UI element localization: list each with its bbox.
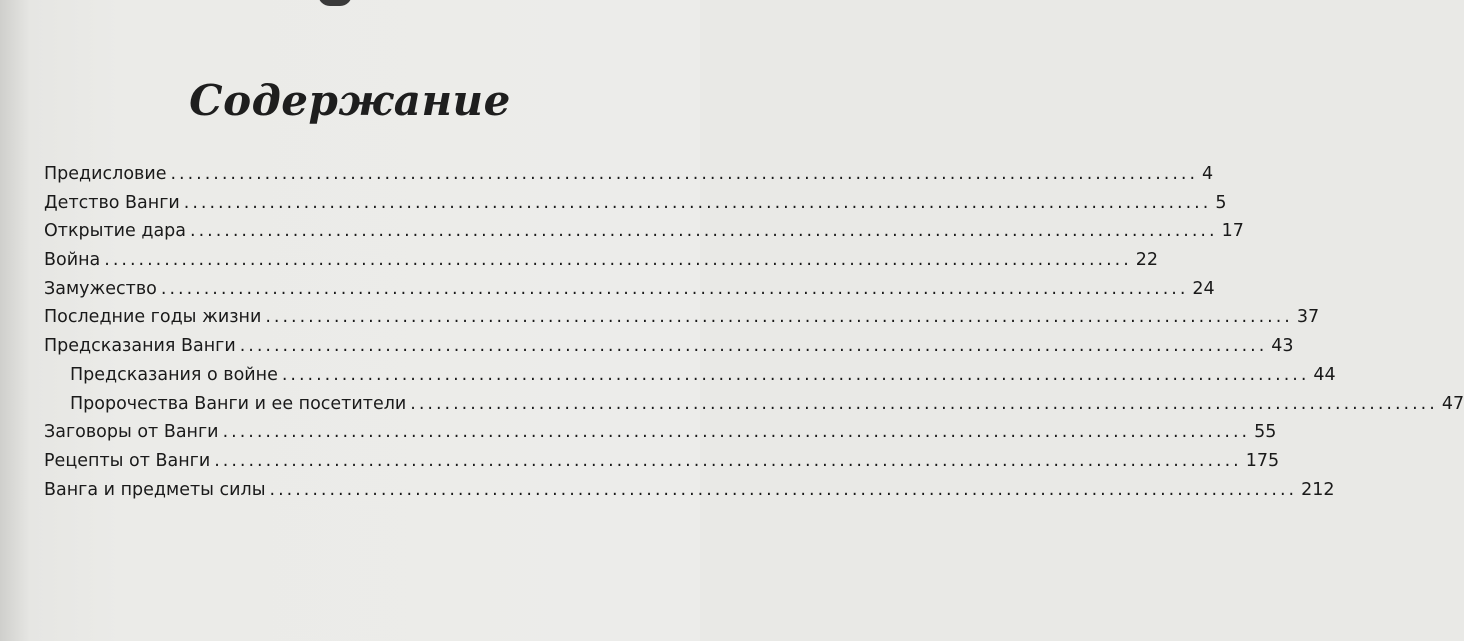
toc-entry-page-number: 37 [1296,307,1320,328]
toc-entry-page-number: 22 [1135,250,1159,271]
toc-entry [44,422,1277,451]
toc-entry-page-number: 44 [1313,364,1336,385]
toc-entry [44,221,1244,250]
toc-leader-dots: ........................................................................................................................ [265,307,1293,328]
toc-leader-dots: ........................................................................................................................ [269,479,1298,500]
toc-entry-title: Пророчества Ванги и ее посетители [70,393,407,414]
toc-leader-dots: ........................................................................................................................ [160,278,1189,299]
toc-entry-page-number: 175 [1245,450,1280,471]
page-title: Содержание [189,76,511,126]
page-top-mark [318,0,352,6]
toc-leader-dots: ........................................................................................................................ [222,422,1251,443]
toc-entry [44,479,1335,509]
toc-leader-dots: ........................................................................................................................ [190,221,1218,242]
toc-entry-title: Замужество [44,278,157,299]
toc-entry-page-number: 24 [1192,278,1215,299]
toc-entry [44,364,1336,394]
toc-entry-page-number: 4 [1202,164,1214,184]
toc-entry [44,192,1227,222]
toc-entry-title: Ванга и предметы силы [44,479,266,500]
toc-leader-dots: ........................................................................................................................ [170,164,1199,184]
toc-entry-page-number: 212 [1301,479,1335,500]
toc-entry [44,393,1464,423]
toc-entry-title: Предисловие [44,164,167,184]
toc-entry-title: Предсказания Ванги [44,336,236,357]
toc-entry-title: Детство Ванги [44,192,180,213]
toc-entry-page-number: 55 [1254,422,1277,443]
table-of-contents [44,164,1464,508]
toc-entry-title: Война [44,250,101,271]
toc-entry-page-number: 5 [1215,192,1227,213]
toc-entry-title: Открытие дара [44,221,187,242]
toc-entry-page-number: 47 [1441,393,1464,414]
toc-entry [44,450,1280,480]
toc-entry-title: Последние годы жизни [44,307,262,328]
toc-leader-dots: ........................................................................................................................ [183,192,1212,213]
toc-entry-title: Рецепты от Ванги [44,450,211,471]
toc-entry [44,278,1215,308]
toc-entry [44,307,1320,336]
toc-entry-page-number: 43 [1271,336,1294,357]
toc-entry [44,336,1294,365]
toc-entry-page-number: 17 [1221,221,1244,242]
toc-leader-dots: ........................................................................................................................ [104,250,1132,271]
toc-leader-dots: ........................................................................................................................ [214,450,1242,471]
toc-leader-dots: ........................................................................................................................ [410,393,1438,414]
toc-entry-title: Заговоры от Ванги [44,422,219,443]
toc-leader-dots: ........................................................................................................................ [281,364,1310,385]
toc-entry [44,250,1159,279]
toc-entry [44,164,1214,193]
toc-entry-title: Предсказания о войне [70,364,278,385]
toc-leader-dots: ........................................................................................................................ [239,336,1268,357]
